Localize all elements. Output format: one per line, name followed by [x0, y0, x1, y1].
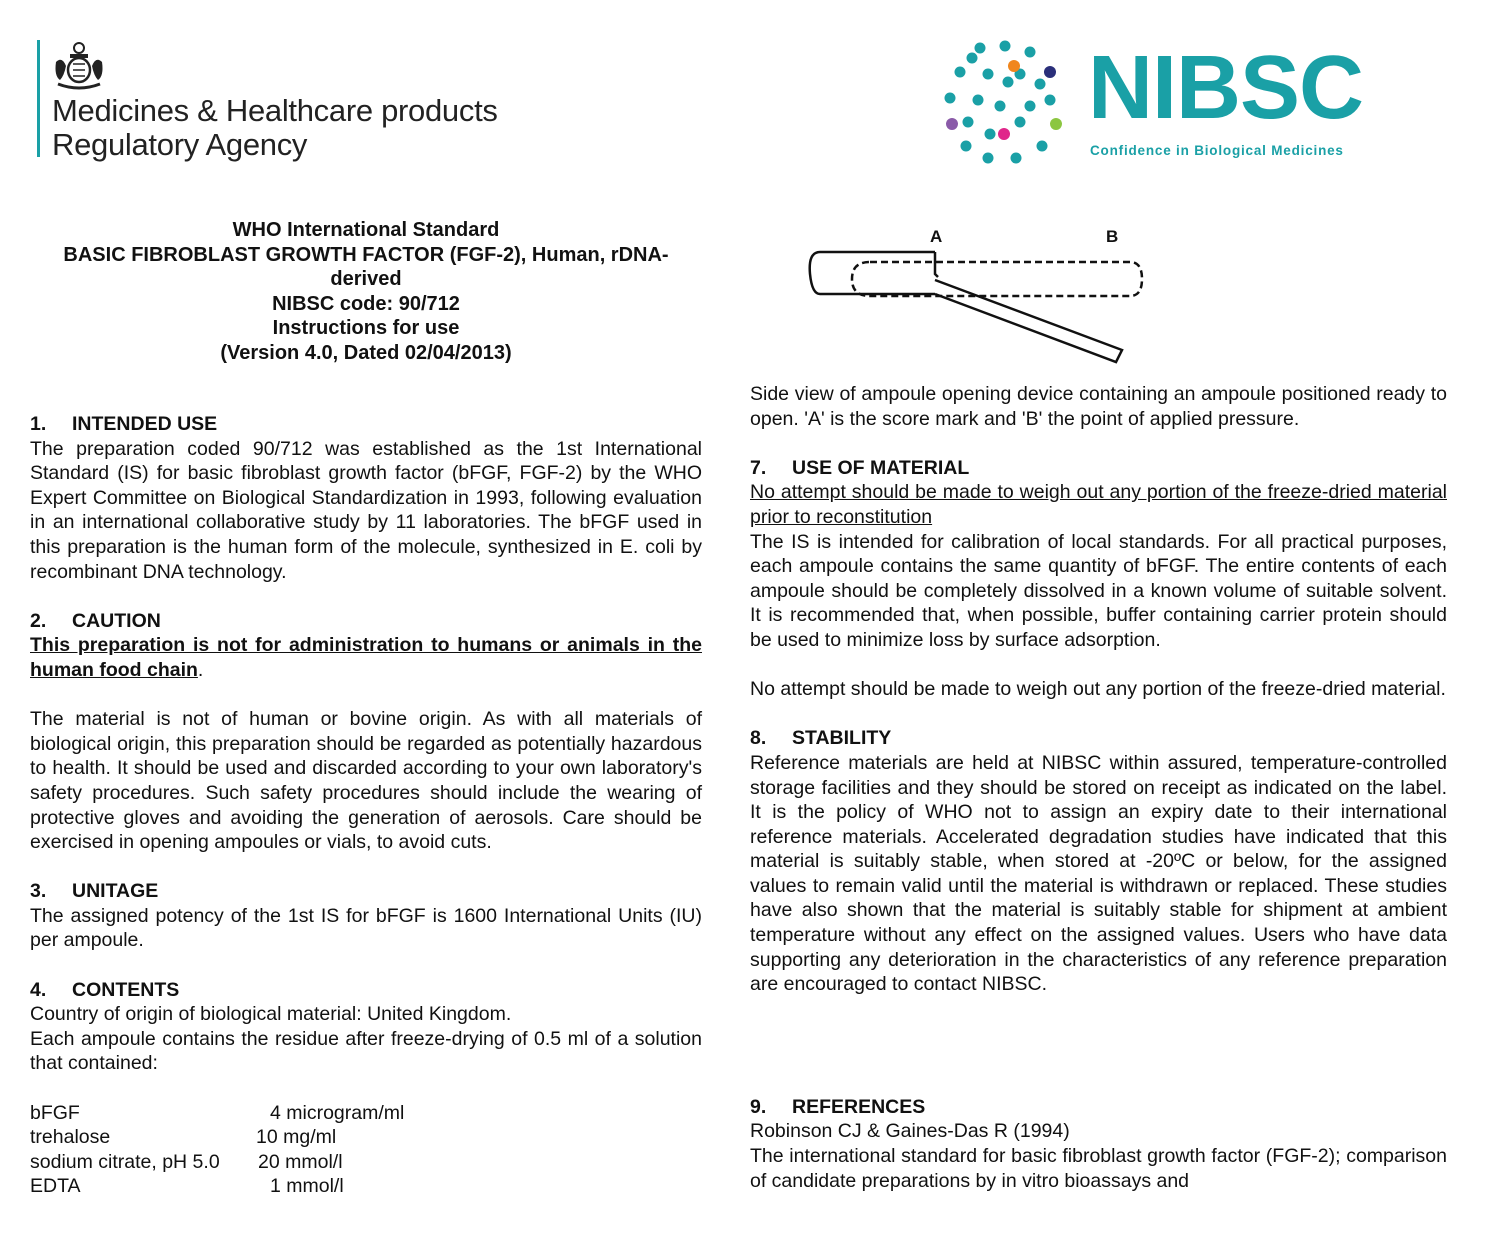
nibsc-dots-logo-icon	[938, 38, 1073, 168]
table-row	[30, 1125, 404, 1150]
section-4-heading: 4. CONTENTS	[30, 978, 180, 1001]
section-3-body: The assigned potency of the 1st IS for bFGF is 1600 International Units (IU) per ampoule.	[30, 904, 702, 952]
diagram-label-b: B	[1106, 227, 1119, 246]
component-name: sodium citrate, pH 5.0	[30, 1150, 220, 1173]
component-amount: 10 mg/ml	[256, 1126, 337, 1149]
section-3-heading: 3. UNITAGE	[30, 880, 159, 903]
component-name: EDTA	[30, 1175, 81, 1198]
title-line-2: BASIC FIBROBLAST GROWTH FACTOR (FGF-2), Human, rDNA-derived	[63, 243, 669, 290]
title-line-5: (Version 4.0, Dated 02/04/2013)	[220, 341, 512, 364]
royal-crest-icon	[50, 40, 108, 90]
component-amount: 1 mmol/l	[270, 1175, 344, 1198]
right-column	[750, 382, 1447, 1193]
mhra-name-line1: Medicines & Healthcare products	[52, 93, 498, 128]
section-8-heading: 8. STABILITY	[750, 727, 892, 750]
section-1-body: The preparation coded 90/712 was established as the 1st International Standard (IS) for basic fibroblast growth factor (bFGF, FGF-2) by the WHO Expert Committee on Biological Standardization in 1993, following evaluation in an international collaborative study by 11 laboratories. The bFGF used in this preparation is the human form of the molecule, synthesized in E. coli by recombinant DNA technology.	[30, 437, 702, 583]
section-2-body: The material is not of human or bovine origin. As with all materials of biological origin, this preparation should be regarded as potentially hazardous to health. It should be used and discarded according to your own laboratory's safety procedures. Such safety procedures should include the wearing of protective gloves and avoiding the generation of aerosols. Care should be exercised in opening ampoules or vials, to avoid cuts.	[30, 708, 702, 854]
nibsc-wordmark: NIBSC	[1088, 38, 1364, 138]
diagram-caption: Side view of ampoule opening device containing an ampoule positioned ready to open. 'A' is the score mark and 'B' the point of applied pressure.	[750, 383, 1447, 430]
component-name: bFGF	[30, 1101, 80, 1124]
left-column	[30, 412, 702, 1199]
nibsc-tagline: Confidence in Biological Medicines	[1090, 143, 1344, 158]
diagram-label-a: A	[930, 227, 943, 246]
section-7-body: The IS is intended for calibration of local standards. For all practical purposes, each ampoule contains the same quantity of bFGF. The entire contents of each ampoule should be completely dissolved in a known volume of suitable solvent. It is recommended that, when possible, buffer containing carrier protein should be used to minimize loss by surface adsorption.	[750, 530, 1447, 651]
section-4-body: Each ampoule contains the residue after freeze-drying of 0.5 ml of a solution that contained:	[30, 1027, 702, 1075]
section-8-body: Reference materials are held at NIBSC within assured, temperature-controlled storage facilities and they should be stored on receipt as indicated on the label. It is the policy of WHO not to assign an expiry date to their international reference materials. Accelerated degradation studies have indicated that this material is suitably stable, when stored at -20ºC or below, for the assigned values to remain valid until the material is withdrawn or replaced. These studies have also shown that the material is suitably stable for shipment at ambient temperature without any effect on the assigned values. Users who have data supporting any deterioration in the characteristics of any reference preparation are encouraged to contact NIBSC.	[750, 751, 1447, 996]
reference-1-title: The international standard for basic fibroblast growth factor (FGF-2); comparison of candidate preparations by in vitro bioassays and	[750, 1145, 1447, 1192]
table-row	[30, 1150, 404, 1175]
title-line-3: NIBSC code: 90/712	[272, 292, 460, 315]
document-title	[30, 218, 702, 365]
section-1-heading: 1. INTENDED USE	[30, 413, 218, 435]
section-9-heading: 9. REFERENCES	[750, 1095, 926, 1118]
table-row	[30, 1174, 404, 1199]
mhra-accent-bar	[37, 40, 40, 157]
section-7-body-2: No attempt should be made to weigh out any portion of the freeze-dried material.	[750, 678, 1446, 701]
ampoule-opener-diagram	[790, 222, 1170, 374]
mhra-name-line2: Regulatory Agency	[52, 127, 308, 162]
section-7-heading: 7. USE OF MATERIAL	[750, 456, 970, 479]
opener-body-shape	[810, 252, 935, 294]
opener-lever-shape	[935, 280, 1122, 362]
component-amount: 20 mmol/l	[258, 1150, 343, 1173]
component-amount: 4 microgram/ml	[270, 1101, 405, 1124]
section-2-heading: 2. CAUTION	[30, 609, 161, 632]
component-name: trehalose	[30, 1126, 111, 1149]
title-line-4: Instructions for use	[272, 317, 460, 339]
composition-table	[30, 1101, 404, 1199]
title-line-1: WHO International Standard	[232, 219, 500, 241]
reference-1-authors: Robinson CJ & Gaines-Das R (1994)	[750, 1120, 1070, 1143]
section-4-origin: Country of origin of biological material: United Kingdom.	[30, 1003, 512, 1026]
table-row	[30, 1101, 404, 1126]
section-7-notice: No attempt should be made to weigh out any portion of the freeze-dried material prior to reconstitution	[750, 481, 1447, 528]
caution-warning: This preparation is not for administration to humans or animals in the human food chain.	[30, 634, 702, 681]
ampoule-outline-shape	[852, 262, 1142, 296]
